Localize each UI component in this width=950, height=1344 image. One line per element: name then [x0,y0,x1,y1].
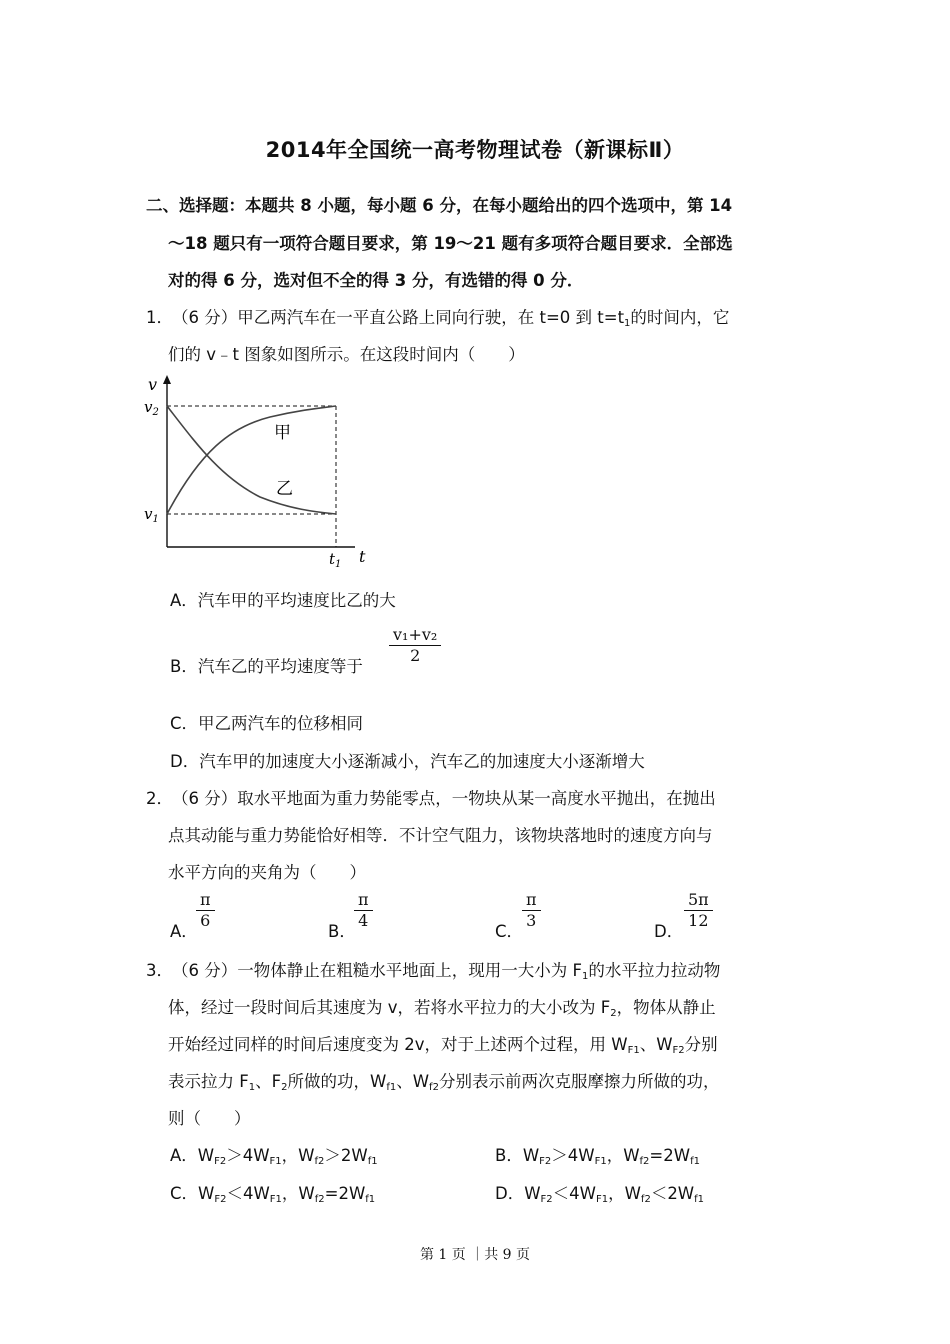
subscript: F2 [214,1194,227,1205]
t1-label: $t_1$ [329,550,342,570]
subscript: f2 [640,1194,651,1205]
page-title: 2014年全国统一高考物理试卷（新课标Ⅱ） [265,138,685,162]
subscript: F1 [269,1194,282,1205]
subscript: f2 [314,1156,325,1167]
subscript: f1 [690,1156,700,1167]
question-text-line1: （6 分）取水平地面为重力势能零点，一物块从某一高度水平抛出，在抛出 [172,789,716,808]
section-instructions-line3: 对的得 6 分，选对但不全的得 3 分，有选错的得 0 分． [168,271,584,290]
subscript: f1 [367,1156,378,1167]
text-segment: 表示拉力 F [168,1072,249,1091]
section-instructions-line1: 二、选择题：本题共 8 小题，每小题 6 分，在每小题给出的四个选项中，第 14 [146,196,733,215]
question-text-line1 [172,304,729,329]
vt-graph [140,372,380,572]
y-axis-label: v [148,375,158,394]
text-segment: （6 分）甲乙两汽车在一平直公路上同向行驶，在 t=0 到 t=t [172,308,625,327]
option-b-fraction [354,890,373,930]
text-segment: 所做的功，W [287,1072,387,1091]
text-segment: =2W [649,1146,691,1165]
option-a: A．汽车甲的平均速度比乙的大 [170,591,396,610]
question-text-line5: 则（ ） [168,1109,251,1128]
subscript: f1 [386,1082,397,1093]
subscript: f2 [429,1082,439,1093]
y-axis-arrow [163,375,171,384]
subscript: 1 [624,318,631,329]
subscript: 2 [281,1082,288,1093]
curve-jia [167,406,336,514]
fraction-numerator: π [358,890,369,909]
curve-yi-label: 乙 [276,479,293,499]
option-a-fraction [196,890,215,930]
option-a-label: A． [170,922,198,941]
question-text-line3 [168,1031,718,1056]
fraction-numerator: π [200,890,211,909]
subscript: f1 [694,1194,705,1205]
curve-jia-label: 甲 [274,423,291,443]
subscript: 2 [610,1008,617,1019]
option-b-fraction [389,625,441,665]
text-segment: 分别 [684,1035,718,1054]
option-c-label: C． [495,922,524,941]
fraction-denominator: 6 [200,911,211,930]
text-segment: ，W [281,1146,315,1165]
text-segment: ＜4W [226,1184,270,1203]
question-text-line2: 们的 v﹣t 图象如图所示。在这段时间内（ ） [168,345,525,364]
text-segment: ＞2W [324,1146,368,1165]
text-segment: ＞4W [551,1146,595,1165]
option-b [495,1142,700,1167]
question-number: 3． [146,961,173,980]
option-a [170,1142,378,1167]
text-segment: ，W [608,1184,641,1203]
subscript: F2 [214,1156,227,1167]
fraction-numerator: π [526,890,537,909]
text-segment: ，W [281,1184,315,1203]
subscript: F2 [672,1045,685,1056]
text-segment: 、W [396,1072,430,1091]
option-d [495,1180,704,1205]
text-segment: ，物体从静止 [616,998,716,1017]
fraction-denominator: 3 [526,911,537,930]
text-segment: ＞4W [226,1146,270,1165]
text-segment: （6 分）一物体静止在粗糙水平地面上，现用一大小为 F [172,961,582,980]
text-segment: 体，经过一段时间后其速度为 v，若将水平拉力的大小改为 F [168,998,611,1017]
text-segment: 开始经过同样的时间后速度变为 2v，对于上述两个过程，用 W [168,1035,628,1054]
v2-label: $v_2$ [144,398,159,418]
option-d: D．汽车甲的加速度大小逐渐减小，汽车乙的加速度大小逐渐增大 [170,752,645,771]
subscript: f1 [365,1194,376,1205]
subscript: F1 [594,1156,607,1167]
text-segment: 的水平拉力拉动物 [588,961,721,980]
option-c-fraction [522,890,541,930]
fraction-numerator: v₁+v₂ [393,625,438,644]
fraction-numerator: 5π [688,890,709,909]
question-text-line1 [172,957,720,982]
fraction-denominator: 4 [358,911,369,930]
subscript: F1 [595,1194,609,1205]
x-axis-label: t [359,547,366,566]
text-segment: C．W [170,1184,215,1203]
question-text-line3: 水平方向的夹角为（ ） [168,863,366,882]
subscript: F2 [540,1194,553,1205]
section-instructions-line2: ～18 题只有一项符合题目要求，第 19～21 题有多项符合题目要求．全部选 [168,234,733,253]
text-segment: 的时间内，它 [630,308,730,327]
text-segment: ，W [606,1146,640,1165]
option-b-label: B． [328,922,356,941]
question-number: 1． [146,308,173,327]
fraction-denominator: 12 [688,911,709,930]
fraction-denominator: 2 [410,646,421,665]
question-text-line4 [168,1068,719,1093]
text-segment: =2W [324,1184,366,1203]
text-segment: 分别表示前两次克服摩擦力所做的功， [438,1072,720,1091]
subscript: F1 [627,1045,640,1056]
text-segment: 、W [639,1035,673,1054]
question-text-line2: 点其动能与重力势能恰好相等．不计空气阻力，该物块落地时的速度方向与 [168,826,713,845]
text-segment: B．W [495,1146,540,1165]
subscript: f2 [314,1194,325,1205]
page-footer: 第 1 页 ｜共 9 页 [419,1247,531,1263]
question-text-line2 [168,994,716,1019]
v1-label: $v_1$ [144,505,159,525]
option-d-label: D． [654,922,684,941]
text-segment: A．W [170,1146,215,1165]
option-d-fraction [684,890,713,930]
option-c [170,1180,375,1205]
text-segment: 、F [255,1072,282,1091]
text-segment: D．W [495,1184,541,1203]
subscript: f2 [639,1156,650,1167]
text-segment: ＜4W [552,1184,596,1203]
option-c: C．甲乙两汽车的位移相同 [170,714,364,733]
subscript: 1 [248,1082,256,1093]
subscript: 1 [581,971,589,982]
curve-yi [167,406,336,514]
text-segment: ＜2W [650,1184,695,1203]
subscript: F2 [539,1156,552,1167]
subscript: F1 [269,1156,282,1167]
option-b: B．汽车乙的平均速度等于 [170,657,363,676]
question-number: 2． [146,789,173,808]
